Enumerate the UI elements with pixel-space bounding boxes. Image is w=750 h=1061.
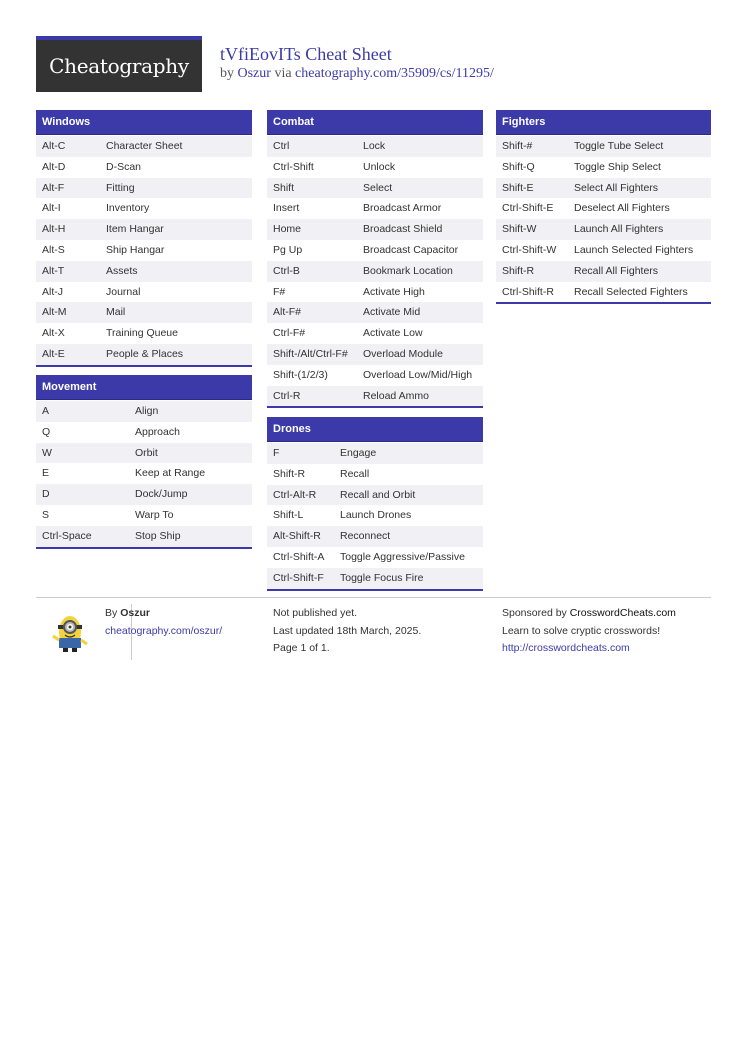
shortcut-action: People & Places bbox=[106, 347, 184, 360]
table-row bbox=[36, 261, 252, 282]
section-title: Drones bbox=[267, 417, 483, 442]
table-row bbox=[267, 547, 483, 568]
shortcut-key: Shift-(1/2/3) bbox=[273, 368, 328, 381]
shortcut-key: Ctrl-Shift bbox=[273, 160, 314, 173]
shortcut-key: D bbox=[42, 488, 50, 501]
shortcut-action: Keep at Range bbox=[135, 467, 206, 480]
shortcut-key: Ctrl-R bbox=[273, 389, 301, 402]
shortcut-key: Shift bbox=[273, 181, 295, 194]
shortcut-action: Training Queue bbox=[106, 327, 178, 340]
shortcut-action: Toggle Ship Select bbox=[574, 160, 661, 173]
shortcut-action: Toggle Aggressive/Passive bbox=[340, 550, 465, 563]
footer bbox=[36, 597, 711, 654]
table-row bbox=[36, 157, 252, 178]
table-row bbox=[267, 568, 483, 589]
table-row bbox=[36, 219, 252, 240]
shortcut-action: Broadcast Shield bbox=[363, 223, 443, 236]
sheet-url-link[interactable]: cheatography.com/35909/cs/11295/ bbox=[295, 66, 494, 81]
footer-publish-block bbox=[273, 605, 421, 658]
shortcut-key: Ctrl-Alt-R bbox=[273, 488, 317, 501]
footer-page: Page 1 of 1. bbox=[273, 642, 330, 654]
shortcut-key: Alt-E bbox=[42, 347, 65, 360]
section-rows bbox=[36, 401, 252, 549]
shortcut-key: Alt-M bbox=[42, 306, 67, 319]
shortcut-key: Alt-J bbox=[42, 285, 63, 298]
table-row bbox=[267, 464, 483, 485]
shortcut-action: Broadcast Capacitor bbox=[363, 243, 459, 256]
shortcut-key: Shift-E bbox=[502, 181, 534, 194]
table-row bbox=[36, 136, 252, 157]
by-prefix: by bbox=[220, 66, 234, 81]
shortcut-action: Recall bbox=[340, 467, 370, 480]
shortcut-action: Toggle Focus Fire bbox=[340, 571, 424, 584]
table-row bbox=[36, 463, 252, 484]
shortcut-action: Recall All Fighters bbox=[574, 264, 659, 277]
section-combat bbox=[267, 110, 483, 408]
table-row bbox=[496, 261, 711, 282]
footer-by-prefix: By bbox=[105, 607, 118, 619]
table-row bbox=[36, 401, 252, 422]
shortcut-action: Orbit bbox=[135, 446, 158, 459]
shortcut-key: Alt-D bbox=[42, 160, 66, 173]
table-row bbox=[496, 240, 711, 261]
shortcut-key: Ctrl-F# bbox=[273, 327, 306, 340]
shortcut-action: Item Hangar bbox=[106, 223, 164, 236]
shortcut-key: Ctrl-B bbox=[273, 264, 300, 277]
footer-author-block bbox=[105, 605, 222, 640]
shortcut-action: D-Scan bbox=[106, 160, 142, 173]
shortcut-key: Alt-I bbox=[42, 202, 61, 215]
table-row bbox=[36, 526, 252, 547]
shortcut-key: Ctrl-Shift-W bbox=[502, 243, 557, 256]
footer-sponsor-block bbox=[502, 605, 676, 658]
shortcut-key: F bbox=[273, 447, 280, 459]
shortcut-key: Pg Up bbox=[273, 243, 303, 256]
table-row bbox=[496, 198, 711, 219]
shortcut-action: Inventory bbox=[106, 202, 150, 215]
shortcut-action: Stop Ship bbox=[135, 529, 181, 542]
footer-author-url[interactable]: cheatography.com/oszur/ bbox=[105, 624, 223, 637]
table-row bbox=[496, 157, 711, 178]
shortcut-action: Activate High bbox=[363, 285, 425, 298]
shortcut-action: Dock/Jump bbox=[135, 488, 188, 501]
shortcut-action: Select All Fighters bbox=[574, 181, 659, 194]
table-row bbox=[267, 157, 483, 178]
shortcut-key: Ctrl-Shift-F bbox=[273, 571, 324, 584]
table-row bbox=[267, 443, 483, 464]
table-row bbox=[267, 505, 483, 526]
table-row bbox=[496, 136, 711, 157]
section-drones bbox=[267, 417, 483, 591]
section-title: Movement bbox=[36, 375, 252, 400]
shortcut-action: Toggle Tube Select bbox=[574, 140, 664, 152]
table-row bbox=[36, 484, 252, 505]
table-row bbox=[36, 422, 252, 443]
table-row bbox=[496, 178, 711, 199]
table-row bbox=[36, 240, 252, 261]
shortcut-action: Journal bbox=[106, 285, 141, 298]
table-row bbox=[267, 240, 483, 261]
shortcut-key: W bbox=[42, 446, 52, 459]
shortcut-action: Launch Drones bbox=[340, 509, 412, 522]
shortcut-key: Alt-H bbox=[42, 223, 66, 236]
section-rows bbox=[496, 136, 711, 304]
shortcut-action: Character Sheet bbox=[106, 140, 183, 152]
shortcut-key: E bbox=[42, 467, 50, 480]
table-row bbox=[267, 365, 483, 386]
shortcut-key: Shift-Q bbox=[502, 160, 535, 173]
section-rows bbox=[36, 136, 252, 367]
shortcut-key: Ctrl-Space bbox=[42, 529, 92, 542]
shortcut-key: S bbox=[42, 508, 50, 521]
via-text: via bbox=[274, 66, 292, 81]
cheatography-logo[interactable] bbox=[36, 36, 202, 92]
shortcut-key: Shift-L bbox=[273, 509, 304, 522]
table-row bbox=[496, 282, 711, 303]
footer-sponsored-prefix: Sponsored by bbox=[502, 607, 567, 619]
shortcut-action: Ship Hangar bbox=[106, 243, 165, 256]
shortcut-key: Q bbox=[42, 425, 51, 438]
section-rows bbox=[267, 443, 483, 591]
byline bbox=[220, 66, 494, 82]
shortcut-action: Activate Mid bbox=[363, 306, 421, 319]
shortcut-action: Bookmark Location bbox=[363, 264, 453, 277]
shortcut-action: Select bbox=[363, 181, 393, 194]
shortcut-key: Alt-Shift-R bbox=[273, 530, 321, 543]
shortcut-action: Overload Module bbox=[363, 347, 443, 360]
table-row bbox=[267, 219, 483, 240]
shortcut-key: Insert bbox=[273, 202, 300, 215]
shortcut-key: Ctrl-Shift-A bbox=[273, 550, 325, 563]
table-row bbox=[267, 282, 483, 303]
footer-sponsor-url[interactable]: http://crosswordcheats.com bbox=[502, 642, 630, 654]
logo-text: Cheatography bbox=[49, 54, 189, 78]
shortcut-key: A bbox=[42, 405, 50, 417]
shortcut-action: Recall Selected Fighters bbox=[574, 285, 688, 298]
section-title: Windows bbox=[36, 110, 252, 135]
author-avatar bbox=[50, 610, 90, 654]
footer-author-name[interactable]: Oszur bbox=[120, 607, 150, 619]
section-movement bbox=[36, 375, 252, 549]
shortcut-action: Launch Selected Fighters bbox=[574, 243, 694, 256]
section-windows bbox=[36, 110, 252, 367]
minion-avatar-icon bbox=[50, 610, 90, 654]
shortcut-action: Warp To bbox=[135, 508, 174, 521]
shortcut-action: Assets bbox=[106, 264, 138, 277]
footer-sponsor-line bbox=[502, 605, 676, 623]
shortcut-action: Recall and Orbit bbox=[340, 488, 416, 501]
shortcut-action: Engage bbox=[340, 447, 377, 459]
table-row bbox=[36, 344, 252, 365]
table-row bbox=[267, 261, 483, 282]
shortcut-action: Launch All Fighters bbox=[574, 223, 664, 236]
shortcut-key: Alt-C bbox=[42, 140, 66, 152]
table-row bbox=[36, 178, 252, 199]
shortcut-action: Mail bbox=[106, 306, 126, 319]
shortcut-action: Approach bbox=[135, 425, 180, 438]
table-row bbox=[36, 282, 252, 303]
table-row bbox=[36, 302, 252, 323]
table-row bbox=[267, 198, 483, 219]
table-row bbox=[267, 136, 483, 157]
page-title: tVfiEovITs Cheat Sheet bbox=[220, 44, 392, 64]
shortcut-action: Deselect All Fighters bbox=[574, 202, 670, 215]
section-fighters bbox=[496, 110, 711, 304]
section-title: Combat bbox=[267, 110, 483, 135]
shortcut-key: Home bbox=[273, 223, 302, 236]
author-link[interactable]: Oszur bbox=[237, 66, 271, 81]
shortcut-key: Shift-W bbox=[502, 223, 537, 236]
footer-sponsor-name[interactable]: CrosswordCheats.com bbox=[569, 607, 676, 619]
shortcut-key: Ctrl-Shift-R bbox=[502, 285, 554, 298]
section-title: Fighters bbox=[496, 110, 711, 135]
table-row bbox=[36, 443, 252, 464]
shortcut-action: Lock bbox=[363, 140, 386, 152]
shortcut-key: F# bbox=[273, 285, 286, 298]
table-row bbox=[36, 505, 252, 526]
shortcut-key: Shift-# bbox=[502, 140, 533, 152]
shortcut-action: Align bbox=[135, 405, 159, 417]
shortcut-action: Activate Low bbox=[363, 327, 423, 340]
table-row bbox=[267, 323, 483, 344]
table-row bbox=[267, 302, 483, 323]
shortcut-key: Alt-S bbox=[42, 243, 65, 256]
shortcut-key: Alt-F# bbox=[273, 306, 302, 319]
shortcut-key: Alt-X bbox=[42, 327, 65, 340]
shortcut-key: Shift-R bbox=[502, 264, 535, 277]
shortcut-action: Unlock bbox=[363, 160, 396, 173]
table-row bbox=[496, 219, 711, 240]
table-row bbox=[267, 526, 483, 547]
footer-updated: Last updated 18th March, 2025. bbox=[273, 624, 422, 637]
shortcut-action: Overload Low/Mid/High bbox=[363, 368, 473, 381]
footer-by-line bbox=[105, 605, 222, 623]
shortcut-action: Fitting bbox=[106, 181, 135, 194]
shortcut-key: Alt-F bbox=[42, 181, 65, 194]
shortcut-key: Shift-/Alt/Ctrl-F# bbox=[273, 347, 348, 360]
table-row bbox=[36, 198, 252, 219]
table-row bbox=[267, 178, 483, 199]
shortcut-action: Broadcast Armor bbox=[363, 202, 442, 215]
shortcut-action: Reconnect bbox=[340, 530, 391, 543]
shortcut-key: Alt-T bbox=[42, 264, 65, 277]
footer-published: Not published yet. bbox=[273, 607, 358, 619]
shortcut-key: Ctrl bbox=[273, 140, 290, 152]
footer-sponsor-tagline: Learn to solve cryptic crosswords! bbox=[502, 624, 661, 637]
table-row bbox=[36, 323, 252, 344]
shortcut-action: Reload Ammo bbox=[363, 389, 429, 402]
shortcut-key: Ctrl-Shift-E bbox=[502, 202, 554, 215]
section-rows bbox=[267, 136, 483, 408]
table-row bbox=[267, 344, 483, 365]
table-row bbox=[267, 386, 483, 407]
shortcut-key: Shift-R bbox=[273, 467, 306, 480]
table-row bbox=[267, 485, 483, 506]
